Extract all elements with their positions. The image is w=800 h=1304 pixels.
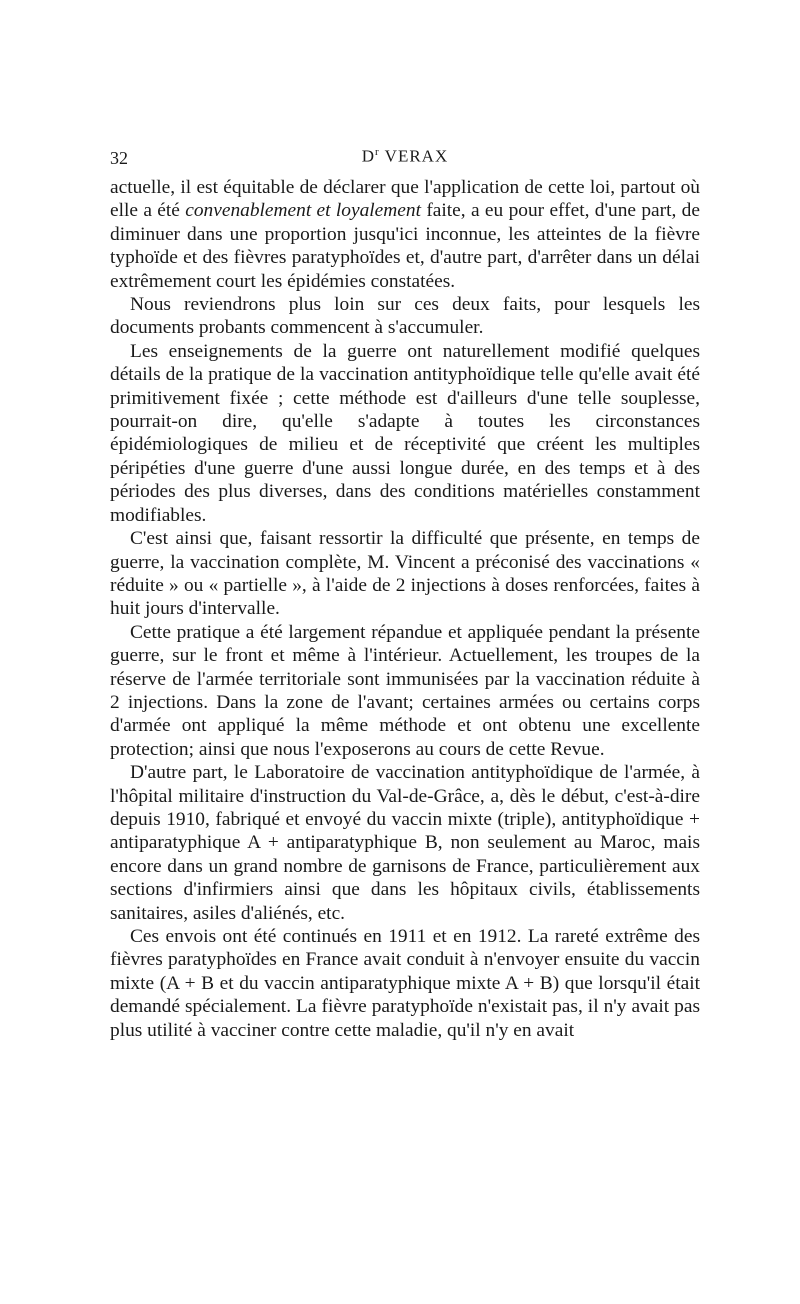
paragraph-text: Nous reviendrons plus loin sur ces deux faits, pour lesquels les documents probants commencent à s'accumuler. bbox=[110, 294, 700, 339]
page-number: 32 bbox=[110, 148, 128, 168]
paragraph-text: Ces envois ont été continués en 1911 et en 1912. La rareté extrême des fièvres paratyphoïdes en France avait conduit à n'envoyer ensuite du vaccin mixte (A + B et du vaccin antiparatyphique mixte A + B) que lorsqu'il était demandé spécialement. La fièvre paratyphoïde n'existait pas, il n'y avait pas plus utilité à vacciner contre cette maladie, qu'il n'y en avait bbox=[110, 926, 700, 1041]
running-title bbox=[110, 146, 700, 167]
paragraph bbox=[110, 340, 700, 527]
paragraph-text: D'autre part, le Laboratoire de vaccination antityphoïdique de l'armée, à l'hôpital militaire d'instruction du Val-de-Grâce, a, dès le début, c'est-à-dire depuis 1910, fabriqué et envoyé du vaccin mixte (triple), antityphoïdique + antiparatyphique A + antiparatyphique B, non seulement au Maroc, mais encore dans un grand nombre de garnisons de France, particulièrement aux sections d'infirmiers ainsi que dans les hôpitaux civils, établissements sanitaires, asiles d'aliénés, etc. bbox=[110, 762, 700, 924]
book-page bbox=[110, 142, 700, 1042]
paragraph-text: faite, a eu pour effet, d'une part, de diminuer dans une proportion jusqu'ici inconnue, les atteintes de la fièvre typhoïde et des fièvres paratyphoïdes et, d'autre part, d'arrêter dans un délai extrêmement court les épidémies constatées. bbox=[110, 200, 700, 292]
paragraph-text: Les enseignements de la guerre ont naturellement modifié quelques détails de la pratique de la vaccination antityphoïdique telle qu'elle avait été primitivement fixée ; cette méthode est d'ailleurs d'une telle souplesse, pourrait-on dire, qu'elle s'adapte à toutes les circonstances épidémiologiques de milieu et de réceptivité que créent les multiples péripéties d'une guerre d'une aussi longue durée, en des temps et à des périodes des plus diverses, dans des conditions matérielles constamment modifiables. bbox=[110, 340, 700, 526]
body-text bbox=[110, 176, 700, 1042]
emphasis-text: convenablement et loyalement bbox=[185, 200, 421, 222]
author-prefix: D bbox=[361, 146, 376, 166]
paragraph bbox=[110, 925, 700, 1042]
paragraph-text: Cette pratique a été largement répandue et appliquée pendant la présente guerre, sur le front et même à l'intérieur. Actuellement, les troupes de la réserve de l'armée territoriale sont immunisées par la vaccination réduite à 2 injections. Dans la zone de l'avant; certaines armées ou certains corps d'armée ont appliqué la même méthode et ont obtenu une excellente protection; ainsi que nous l'exposerons au cours de cette Revue. bbox=[110, 621, 700, 760]
paragraph bbox=[110, 176, 700, 293]
paragraph bbox=[110, 621, 700, 761]
running-head bbox=[110, 142, 700, 176]
author-name: VERAX bbox=[384, 146, 449, 166]
paragraph bbox=[110, 527, 700, 621]
paragraph-text: actuelle, il est équitable de déclarer que l'application de cette loi, partout où elle a été bbox=[110, 177, 700, 222]
paragraph-text: C'est ainsi que, faisant ressortir la difficulté que présente, en temps de guerre, la vaccination complète, M. Vincent a préconisé des vaccinations « réduite » ou « partielle », à l'aide de 2 injections à doses renforcées, faites à huit jours d'intervalle. bbox=[110, 528, 700, 620]
author-prefix-sup: r bbox=[375, 146, 380, 158]
paragraph bbox=[110, 761, 700, 925]
paragraph bbox=[110, 293, 700, 340]
